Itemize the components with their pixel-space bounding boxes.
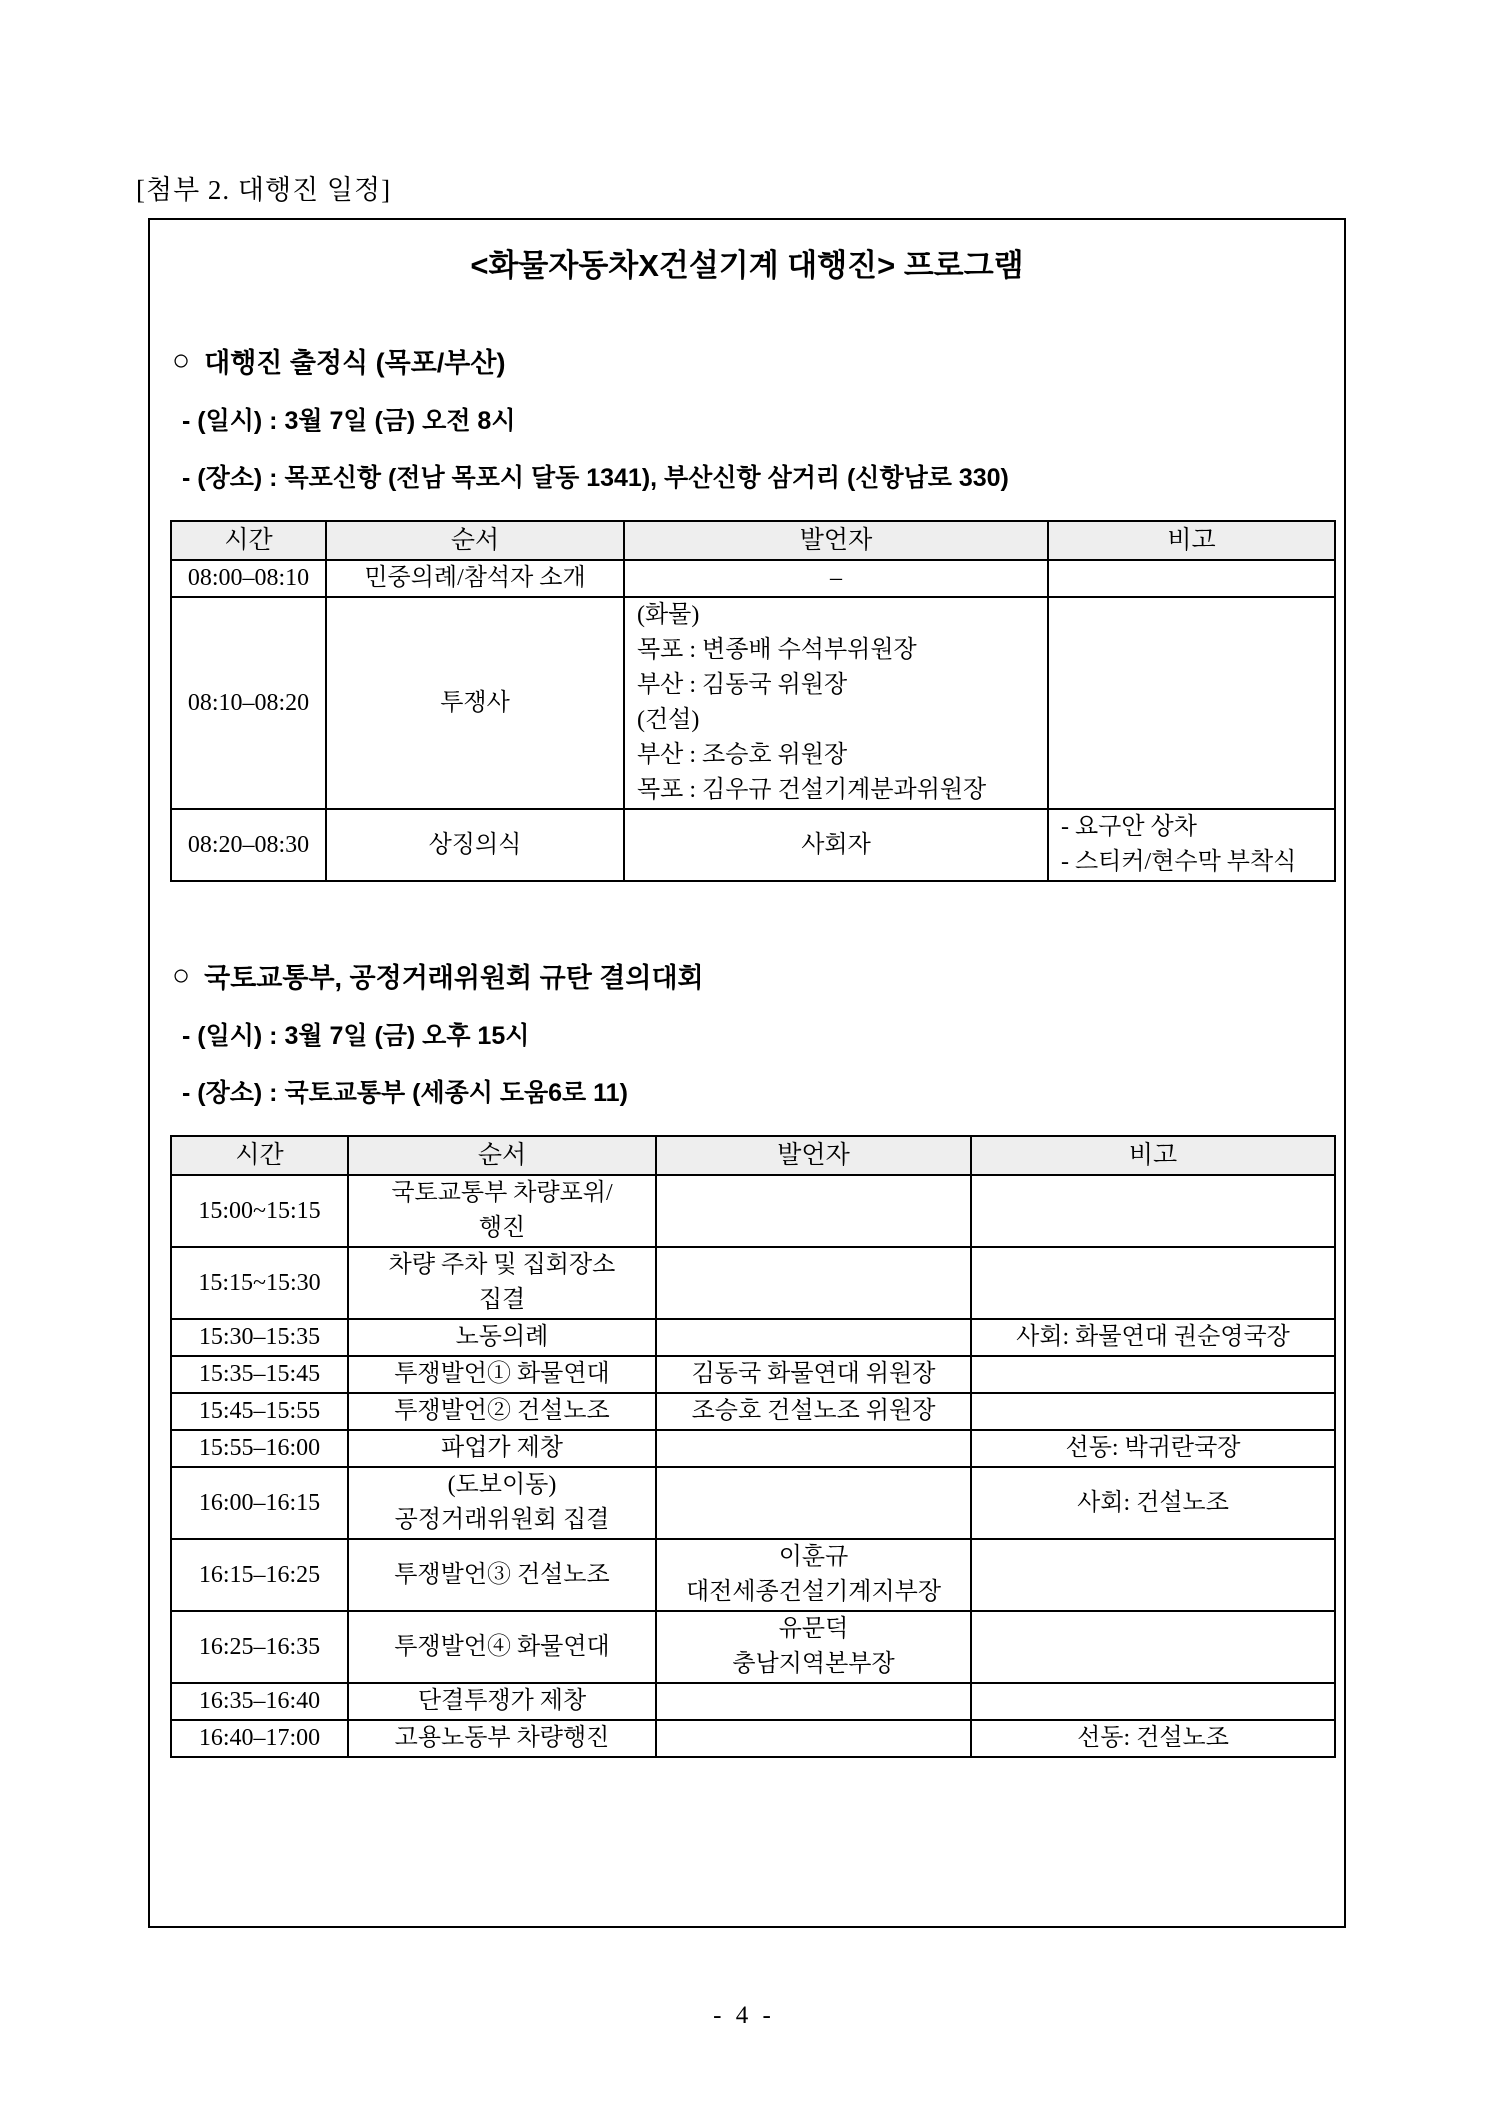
- cell-line: 투쟁발언② 건설노조: [394, 1398, 610, 1424]
- cell-line: 16:35–16:40: [198, 1688, 321, 1714]
- cell-line: 민중의례/참석자 소개: [364, 565, 586, 591]
- cell-time: [171, 1539, 348, 1611]
- cell-line: - 요구안 상차: [1061, 814, 1197, 840]
- cell-line: 15:30–15:35: [198, 1324, 321, 1350]
- cell-line: [972, 1194, 1334, 1229]
- cell-line: 선동: 건설노조: [1077, 1725, 1229, 1751]
- cell-line: [657, 1684, 970, 1719]
- table-row: [171, 809, 1335, 881]
- cell-line: [972, 1357, 1334, 1392]
- header-row: [171, 521, 1335, 560]
- cell-line: 공정거래위원회 집결: [394, 1507, 610, 1533]
- cell-speaker: [656, 1175, 971, 1247]
- cell-note: [971, 1319, 1335, 1356]
- cell-line: 투쟁발언③ 건설노조: [394, 1561, 610, 1588]
- cell-line: [1049, 561, 1334, 596]
- table-row: [171, 1683, 1335, 1720]
- cell-line: [972, 1558, 1334, 1593]
- cell-line: 08:10–08:20: [187, 689, 310, 716]
- cell-line: 16:15–16:25: [198, 1561, 321, 1588]
- cell-order: [348, 1683, 656, 1720]
- cell-order: [348, 1319, 656, 1356]
- table-row: [171, 1393, 1335, 1430]
- table-row: [171, 1247, 1335, 1319]
- cell-line: 행진: [478, 1215, 526, 1241]
- cell-note: [971, 1467, 1335, 1539]
- table-row: [171, 1720, 1335, 1757]
- rally-schedule-table: [170, 1135, 1336, 1758]
- cell-line: - 스티커/현수막 부착식: [1061, 849, 1297, 875]
- cell-line: [657, 1266, 970, 1301]
- detail-location: - (장소) : 국토교통부 (세종시 도움6로 11): [182, 1079, 628, 1107]
- column-header: 순서: [348, 1136, 656, 1175]
- cell-line: 상징의식: [428, 831, 522, 858]
- cell-time: [171, 1175, 348, 1247]
- cell-line: 단결투쟁가 제창: [417, 1688, 587, 1714]
- cell-speaker: [656, 1393, 971, 1430]
- cell-speaker: [656, 1611, 971, 1683]
- cell-line: 조승호 건설노조 위원장: [691, 1398, 936, 1424]
- table-row: [171, 1319, 1335, 1356]
- cell-line: [972, 1630, 1334, 1665]
- cell-note: [971, 1539, 1335, 1611]
- cell-order: [348, 1175, 656, 1247]
- cell-line: [657, 1721, 970, 1756]
- cell-order: [348, 1393, 656, 1430]
- cell-order: [326, 597, 624, 809]
- section-heading: [172, 341, 1324, 380]
- cell-line: –: [830, 565, 842, 591]
- cell-note: [1048, 809, 1335, 881]
- cell-line: [972, 1394, 1334, 1429]
- cell-line: 김동국 화물연대 위원장: [691, 1361, 936, 1387]
- launch-schedule-table: [170, 520, 1336, 882]
- cell-note: [971, 1356, 1335, 1393]
- cell-speaker: [656, 1356, 971, 1393]
- cell-time: [171, 1430, 348, 1467]
- table-row: [171, 1539, 1335, 1611]
- table-row: [171, 1467, 1335, 1539]
- table-row: [171, 560, 1335, 597]
- cell-line: 차량 주차 및 집회장소: [388, 1252, 616, 1278]
- section-heading-text: 국토교통부, 공정거래위원회 규탄 결의대회: [204, 963, 704, 993]
- cell-line: [657, 1486, 970, 1521]
- cell-line: 사회: 화물연대 권순영국장: [1016, 1324, 1290, 1350]
- cell-line: 투쟁발언④ 화물연대: [394, 1633, 610, 1660]
- cell-speaker: [624, 597, 1048, 809]
- cell-line: 이훈규: [778, 1544, 849, 1570]
- cell-note: [971, 1720, 1335, 1757]
- cell-order: [348, 1720, 656, 1757]
- cell-line: 15:55–16:00: [198, 1435, 321, 1461]
- cell-note: [971, 1683, 1335, 1720]
- column-header: 비고: [1048, 521, 1335, 560]
- cell-line: (화물): [637, 602, 700, 628]
- cell-time: [171, 1611, 348, 1683]
- column-header: 비고: [971, 1136, 1335, 1175]
- cell-line: 15:15~15:30: [198, 1269, 321, 1296]
- section-heading-text: 대행진 출정식 (목포/부산): [204, 348, 506, 378]
- cell-order: [348, 1611, 656, 1683]
- column-header: 시간: [171, 1136, 348, 1175]
- cell-time: [171, 597, 326, 809]
- cell-line: [1049, 686, 1334, 721]
- table-row: [171, 1175, 1335, 1247]
- table-row: [171, 1611, 1335, 1683]
- section-march-ceremony: [170, 341, 1324, 882]
- cell-time: [171, 1319, 348, 1356]
- cell-speaker: [656, 1539, 971, 1611]
- cell-line: 투쟁발언① 화물연대: [394, 1361, 610, 1387]
- cell-note: [1048, 597, 1335, 809]
- cell-line: [657, 1320, 970, 1355]
- detail-datetime: - (일시) : 3월 7일 (금) 오후 15시: [182, 1022, 530, 1050]
- cell-line: 08:00–08:10: [187, 565, 310, 591]
- cell-order: [326, 809, 624, 881]
- cell-time: [171, 1683, 348, 1720]
- page-number: - 4 -: [713, 2002, 775, 2029]
- cell-speaker: [656, 1467, 971, 1539]
- cell-order: [348, 1467, 656, 1539]
- section-heading: [172, 956, 1324, 995]
- cell-line: 사회: 건설노조: [1077, 1489, 1229, 1516]
- cell-line: 투쟁사: [440, 689, 510, 716]
- detail-datetime: - (일시) : 3월 7일 (금) 오전 8시: [182, 407, 516, 435]
- cell-order: [348, 1430, 656, 1467]
- cell-line: 15:45–15:55: [198, 1398, 321, 1424]
- cell-line: 국토교통부 차량포위/: [391, 1180, 613, 1206]
- column-header: 시간: [171, 521, 326, 560]
- cell-time: [171, 1393, 348, 1430]
- detail-location: - (장소) : 목포신항 (전남 목포시 달동 1341), 부산신항 삼거리 (신항남로 330): [182, 464, 1009, 492]
- cell-speaker: [624, 809, 1048, 881]
- cell-line: 16:00–16:15: [198, 1489, 321, 1516]
- cell-line: 부산 : 김동국 위원장: [637, 672, 848, 698]
- program-title: <화물자동차X건설기계 대행진> 프로그램: [470, 248, 1024, 283]
- cell-note: [971, 1247, 1335, 1319]
- cell-line: 집결: [478, 1287, 526, 1313]
- cell-speaker: [656, 1319, 971, 1356]
- cell-note: [971, 1611, 1335, 1683]
- cell-line: 16:40–17:00: [198, 1725, 321, 1751]
- cell-line: 노동의례: [455, 1324, 549, 1350]
- cell-line: [972, 1266, 1334, 1301]
- cell-order: [326, 560, 624, 597]
- cell-line: 고용노동부 차량행진: [394, 1725, 610, 1751]
- column-header: 발언자: [656, 1136, 971, 1175]
- cell-time: [171, 1720, 348, 1757]
- header-row: [171, 1136, 1335, 1175]
- cell-speaker: [624, 560, 1048, 597]
- cell-note: [1048, 560, 1335, 597]
- section-rally: [170, 956, 1324, 1758]
- cell-line: (건설): [637, 707, 700, 733]
- cell-line: 유문덕: [778, 1616, 849, 1642]
- cell-time: [171, 1467, 348, 1539]
- cell-line: 충남지역본부장: [732, 1651, 895, 1677]
- cell-note: [971, 1175, 1335, 1247]
- cell-speaker: [656, 1720, 971, 1757]
- column-header: 발언자: [624, 521, 1048, 560]
- cell-time: [171, 1356, 348, 1393]
- cell-note: [971, 1393, 1335, 1430]
- circle-bullet-icon: ○: [172, 343, 191, 377]
- cell-line: 15:00~15:15: [198, 1197, 321, 1224]
- circle-bullet-icon: ○: [172, 958, 191, 992]
- cell-time: [171, 1247, 348, 1319]
- cell-line: 부산 : 조승호 위원장: [637, 742, 848, 768]
- cell-speaker: [656, 1683, 971, 1720]
- table-row: [171, 597, 1335, 809]
- cell-line: 선동: 박귀란국장: [1065, 1435, 1241, 1461]
- cell-note: [971, 1430, 1335, 1467]
- cell-order: [348, 1539, 656, 1611]
- cell-line: 15:35–15:45: [198, 1361, 321, 1387]
- cell-speaker: [656, 1247, 971, 1319]
- cell-order: [348, 1356, 656, 1393]
- cell-line: [657, 1194, 970, 1229]
- table-row: [171, 1430, 1335, 1467]
- attachment-label: [첨부 2. 대행진 일정]: [136, 175, 392, 205]
- cell-line: 목포 : 변종배 수석부위원장: [637, 637, 917, 663]
- cell-speaker: [656, 1430, 971, 1467]
- cell-line: 08:20–08:30: [187, 831, 310, 858]
- cell-line: 대전세종건설기계지부장: [685, 1579, 942, 1605]
- cell-line: (도보이동): [447, 1472, 557, 1498]
- cell-time: [171, 560, 326, 597]
- program-box: [148, 218, 1346, 1928]
- cell-line: 목포 : 김우규 건설기계분과위원장: [637, 777, 987, 803]
- cell-time: [171, 809, 326, 881]
- cell-line: 사회자: [801, 831, 871, 858]
- cell-line: [657, 1431, 970, 1466]
- column-header: 순서: [326, 521, 624, 560]
- cell-line: 파업가 제창: [441, 1435, 563, 1461]
- table-row: [171, 1356, 1335, 1393]
- cell-line: [972, 1684, 1334, 1719]
- cell-order: [348, 1247, 656, 1319]
- cell-line: 16:25–16:35: [198, 1633, 321, 1660]
